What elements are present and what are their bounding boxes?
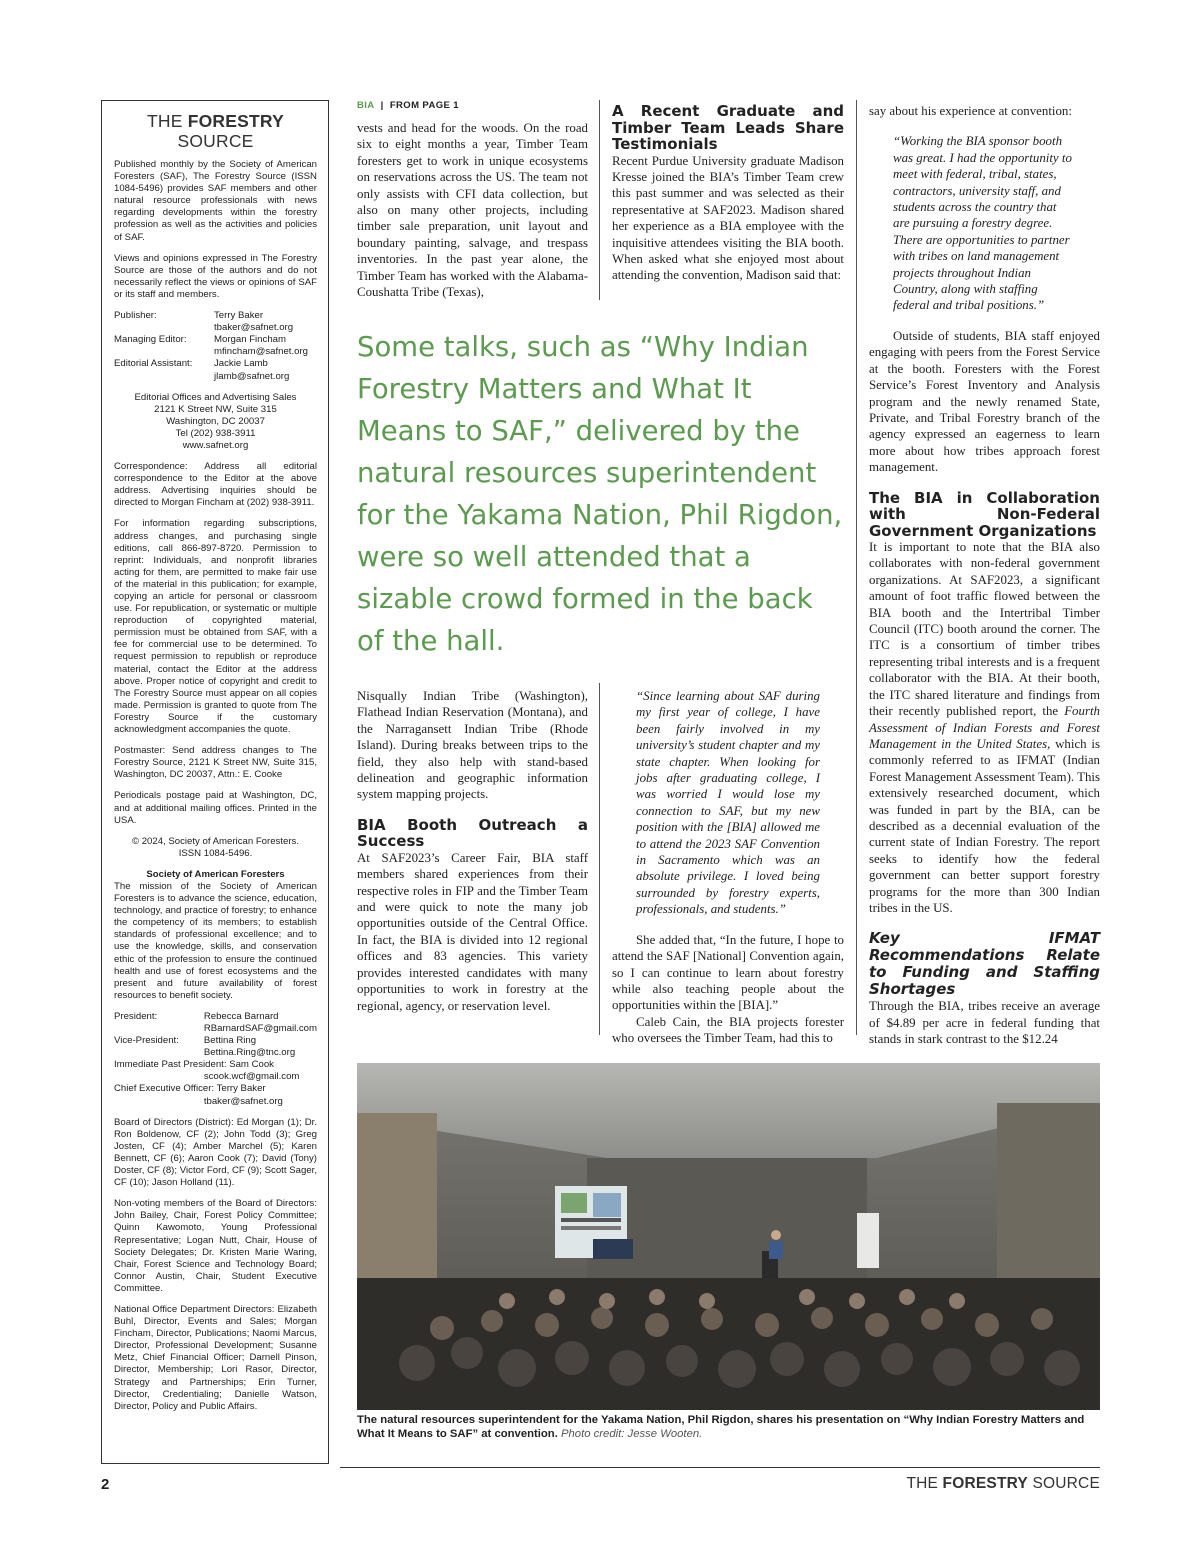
- society-title: Society of American Foresters: [146, 868, 285, 880]
- masthead-periodicals: Periodicals postage paid at Washington, DC, and at additional mailing offices. Printed in the USA.: [114, 790, 317, 826]
- section-heading: The BIA in Collaboration with Non-Federal Government Organizations: [869, 488, 1100, 540]
- pull-quote: Some talks, such as “Why Indian Forestry Matters and What It Means to SAF,” delivered by the natural resources superintendent for the Yakama Nation, Phil Rigdon, were so well attended that a sizable crowd formed in the back of the hall.: [357, 331, 843, 657]
- masthead-info: For information regarding subscriptions, address changes, and purchasing single editions, call 866-897-8720. Permission to reprint: Individuals, and nonprofit libraries acting for them, are permitted to make fair use of the material in this publication; for example, copying an article for personal or classroom use. For republication, or systematic or multiple reproduction of copyrighted material, permission must be obtained from SAF, with a fee for commercial use to be determined. To request permission to republish or reproduce material, contact the Editor at the address above. Proper notice of copyright and credit to The Forestry Source must appear on all copies made. Permission is granted to quote from The Forestry Source if the customary acknowledgment accompanies the quote.: [114, 518, 317, 736]
- masthead-box: [101, 100, 329, 1464]
- testimonial-quote: “Working the BIA sponsor booth was great. I had the opportunity to meet with federal, tribal, states, contractors, university staff, and students across the country that are pursuing a forestry degree. There are opportunities to partner with tribes on land management projects throughout Indian Country, along with staffing federal and tribal positions.”: [893, 134, 1072, 313]
- officers-list: President: Rebecca Barnard RBarnardSAF@gmail.com Vice-President: Bettina Ring Bettina.Ring@tnc.org Immediate Past President: Sam Cook scook.wcf@gmail.com Chief Executive Officer: Terry Baker tbaker@safnet.org: [114, 1010, 317, 1107]
- staff-email[interactable]: tbaker@safnet.org: [214, 322, 294, 334]
- staff-email[interactable]: mfincham@safnet.org: [214, 346, 308, 358]
- photo-credit: Photo credit: Jesse Wooten.: [560, 1428, 703, 1440]
- subsection-heading: Key IFMAT Recommendations Relate to Funding and Staffing Shortages: [869, 929, 1100, 999]
- section-heading: A Recent Graduate and Timber Team Leads Share Testimonials: [612, 102, 844, 153]
- masthead-correspondence: Correspondence: Address all editorial correspondence to the Editor at the above address. Advertising inquiries should be directed to Morgan Fincham at (202) 938-3911.: [114, 461, 317, 509]
- masthead-intro: Published monthly by the Society of American Foresters (SAF), The Forestry Source (ISSN 1084-5496) provides SAF members and other natural resource professionals with news regarding developments within the forestry profession as well as the activities and policies of SAF.: [114, 159, 317, 243]
- section-heading: BIA Booth Outreach a Success: [357, 815, 588, 851]
- body-text: say about his experience at convention:: [869, 104, 1072, 118]
- column-3: [869, 103, 1100, 1048]
- column-1-bottom: [357, 688, 588, 1014]
- footer-rule: [340, 1467, 1100, 1468]
- column-2-bottom: [612, 688, 844, 1047]
- column-2-top: [612, 103, 844, 284]
- body-text: Nisqually Indian Tribe (Washington), Flathead Indian Reservation (Montana), and the Narragansett Indian Tribe (Rhode Island). During breaks between trips to the field, they also help with stand-based delineation and geographic information system mapping projects.: [357, 689, 588, 802]
- officer-email[interactable]: scook.wcf@gmail.com: [203, 1071, 300, 1083]
- board-of-directors: Board of Directors (District): Ed Morgan (1); Dr. Ron Boldenow, CF (2); John Todd (3); Greg Josten, CF (4); Amber Marchel (5); Karen Bennett, CF (6); Aaron Cook (7); David (Tony) Doster, CF (8); Victor Ford, CF (9); Scott Sager, CF (10); Jason Holland (11).: [114, 1116, 317, 1189]
- body-text: It is important to note that the BIA also collaborates with non-federal government organizations. At SAF2023, a significant amount of foot traffic flowed between the BIA booth and the Intertribal Timber Council (ITC) booth around the corner. The ITC is a consortium of timber tribes representing tribal interests and is a frequent collaborator with the BIA. At their booth, the ITC shared literature and findings from their recently published report, the Fourth Assessment of Indian Forests and Forest Management in the United States, which is commonly referred to as IFMAT (Indian Forest Management Assessment Team). This extensively researched document, which was funded in part by the BIA, can be described as a decennial evaluation of the current state of Indian Forestry. The report seeks to identify how the federal government can better support forestry programs for the more than 300 Indian tribes in the US.: [869, 540, 1101, 915]
- photo-caption: The natural resources superintendent for the Yakama Nation, Phil Rigdon, shares his presentation on “Why Indian Forestry Matters and What It Means to SAF” at convention. Photo credit: Jesse Wooten.: [357, 1414, 1085, 1440]
- column-1-top: [357, 120, 588, 300]
- column-divider: [856, 100, 857, 1035]
- testimonial-quote: “Since learning about SAF during my first year of college, I have been fairly involved in my university’s student chapter and my state chapter. When looking for jobs after graduating college, I was worried I would lose my connection to SAF, but my new position with the [BIA] allowed me to attend the 2023 SAF Convention in Sacramento which was an absolute privilege. I loved being surrounded by forestry experts, professionals, and students.”: [636, 689, 820, 917]
- convention-photo: [357, 1063, 1100, 1410]
- officer-email[interactable]: Bettina.Ring@tnc.org: [203, 1047, 296, 1059]
- section-kicker: BIA | FROM PAGE 1: [357, 100, 459, 111]
- nonvoting-members: Non-voting members of the Board of Directors: John Bailey, Chair, Forest Policy Committee; Quinn Kawomoto, Young Professional Representative; Logan Nutt, Chair, House of Society Delegates; Dr. Kristen Marie Waring, Chair, Forest Science and Technology Board; Connor Austin, Chair, Student Executive Committee.: [114, 1198, 317, 1294]
- body-text: She added that, “In the future, I hope to attend the SAF [National] Convention again, so I can continue to learn about forestry while also teaching people about the opportunities within the [BIA].”: [612, 932, 844, 1013]
- body-text: Recent Purdue University graduate Madison Kresse joined the BIA’s Timber Team crew this past summer and was selected as their representative at SAF2023. Madison shared her experience as a BIA employee with the inquisitive attendees visiting the BIA booth. When asked what she enjoyed most about attending the convention, Madison said that:: [612, 153, 844, 283]
- column-divider: [599, 100, 600, 300]
- editorial-offices: Editorial Offices and Advertising Sales 2121 K Street NW, Suite 315 Washington, DC 20037 Tel (202) 938-3911 www.safnet.org: [114, 392, 317, 452]
- page-number: 2: [101, 1476, 110, 1493]
- masthead-views: Views and opinions expressed in The Forestry Source are those of the authors and do not necessarily reflect the views or opinions of SAF or its staff and members.: [114, 252, 317, 300]
- footer-brand: THE FORESTRY SOURCE: [906, 1475, 1100, 1492]
- presentation-hall-image: [357, 1063, 1100, 1410]
- staff-email[interactable]: jlamb@safnet.org: [214, 370, 290, 382]
- masthead-brand: THE FORESTRY SOURCE: [147, 111, 284, 151]
- body-text: Through the BIA, tribes receive an average of $4.89 per acre in federal funding that stands in stark contrast to the $12.24: [869, 999, 1100, 1047]
- masthead-postmaster: Postmaster: Send address changes to The Forestry Source, 2121 K Street NW, Suite 315, Washington, DC 20037, Attn.: E. Cooke: [114, 745, 317, 781]
- masthead-copyright: © 2024, Society of American Foresters. ISSN 1084-5496.: [131, 835, 300, 859]
- website-link[interactable]: www.safnet.org: [182, 439, 249, 451]
- officer-email[interactable]: tbaker@safnet.org: [203, 1095, 283, 1107]
- body-text: vests and head for the woods. On the road six to eight months a year, Timber Team foresters get to work in unique ecosystems on reservations across the US. The team not only assists with CFI data collection, but also on many other projects, including timber sale preparation, unit layout and boundary painting, salvage, and trespass inventories. In the past year alone, the Timber Team has worked with the Alabama-Coushatta Tribe (Texas),: [357, 121, 588, 300]
- officer-email[interactable]: RBarnardSAF@gmail.com: [203, 1023, 317, 1034]
- body-text: Caleb Cain, the BIA projects forester who oversees the Timber Team, had this to: [612, 1014, 844, 1046]
- body-text: At SAF2023’s Career Fair, BIA staff members shared experiences from their respective roles in FIP and the Timber Team and were quick to note the many job opportunities outside of the Central Office. In fact, the BIA is divided into 12 regional offices and 83 agencies. This variety provides interested candidates with many opportunities to work in forestry at the regional, agency, or reservation level.: [357, 850, 588, 1013]
- staff-list: Publisher: Terry Baker tbaker@safnet.org Managing Editor: Morgan Fincham mfincham@safnet.org Editorial Assistant: Jackie Lamb jlamb@safnet.org: [114, 310, 317, 383]
- national-office-directors: National Office Department Directors: Elizabeth Buhl, Director, Events and Sales; Morgan Fincham, Director, Publications; Naomi Marcus, Director, Professional Development; Susanne Metz, Chief Financial Officer; Darnell Pinson, Director, Membership; Lori Rasor, Director, Strategy and Partnerships; Erin Turner, Director, Credentialing; Danielle Watson, Director, Policy and Public Affairs.: [114, 1303, 317, 1412]
- society-mission: The mission of the Society of American Foresters is to advance the science, education, technology, and practice of forestry; to enhance the competency of its members; to establish standards of professional excellence; and to use the knowledge, skills, and conservation ethic of the profession to ensure the continued health and use of forest ecosystems and the present and future availability of forest resources to benefit society.: [114, 880, 317, 1001]
- body-text: Outside of students, BIA staff enjoyed engaging with peers from the Forest Service at the booth. Foresters with the Forest Service’s Forest Inventory and Analysis program and the newly renamed State, Private, and Tribal Forestry branch of the agency expressed an eagerness to learn more about how tribes approach forest management.: [869, 328, 1100, 475]
- column-divider: [599, 683, 600, 1035]
